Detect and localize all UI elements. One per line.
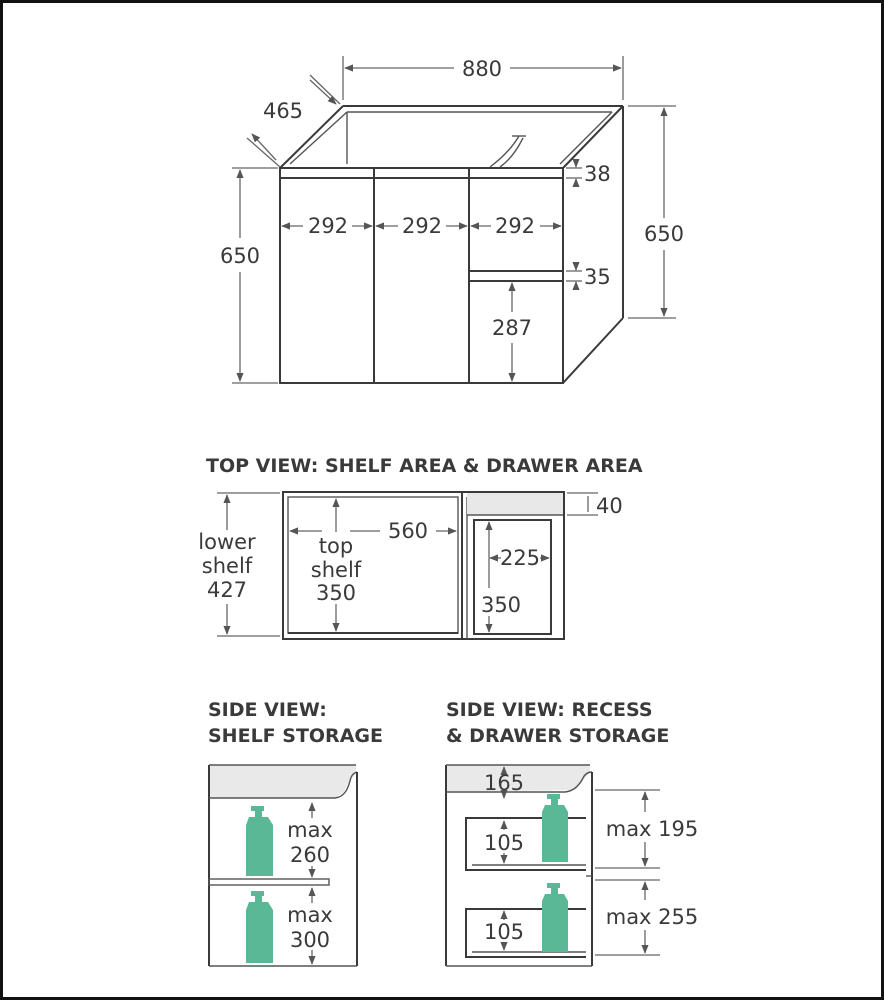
drawer1-height-label: 105 — [483, 831, 525, 855]
upper-max-label: max — [287, 818, 333, 842]
max-upper-label: max 195 — [605, 817, 699, 841]
dim-shelf-width — [290, 519, 456, 543]
dim-lower-shelf — [198, 493, 280, 636]
dim-width — [343, 56, 623, 100]
side-shelf-outline — [209, 765, 357, 966]
lower-max-value: 300 — [289, 928, 331, 952]
width-label: 880 — [461, 57, 503, 81]
max-lower-label: max 255 — [605, 905, 699, 929]
door-3-width-label: 292 — [494, 214, 536, 238]
lower-shelf-line1: lower — [198, 530, 256, 554]
lower-max-label: max — [287, 903, 333, 927]
drawer2-height-label: 105 — [483, 920, 525, 944]
dim-max-lower — [595, 880, 698, 955]
top-view — [198, 455, 643, 639]
lower-shelf-line2: shelf — [201, 554, 253, 578]
cabinet-outline — [280, 106, 623, 383]
height-left-label: 650 — [219, 244, 261, 268]
drawer-height-label: 287 — [491, 316, 533, 340]
door-1-width-label: 292 — [307, 214, 349, 238]
door-2-width-label: 292 — [401, 214, 443, 238]
side-view-drawer — [446, 699, 698, 966]
dim-height-right — [628, 106, 684, 318]
top-shelf-line2: shelf — [310, 558, 362, 582]
top-shelf-value: 350 — [315, 581, 357, 605]
upper-max-value: 260 — [289, 843, 331, 867]
dim-drawer-height — [492, 283, 532, 381]
shelf-width-label: 560 — [387, 519, 429, 543]
dim-max-upper — [595, 790, 698, 868]
dim-height-left — [220, 168, 278, 383]
dim-drawer-1 — [484, 821, 524, 863]
side-drawer-title-line1: SIDE VIEW: RECESS — [446, 699, 653, 721]
side-shelf-title-line2: SHELF STORAGE — [208, 725, 383, 747]
perspective-view — [220, 56, 684, 383]
bottle-lower — [246, 891, 273, 963]
dim-door-widths — [282, 214, 561, 238]
dim-lower-max — [287, 888, 333, 964]
dim-drawer-depth — [481, 522, 521, 632]
lower-shelf-value: 427 — [206, 578, 248, 602]
dim-depth — [247, 75, 340, 167]
dim-drawer-rail — [566, 263, 611, 290]
side-view-shelf — [208, 699, 383, 966]
depth-label: 465 — [262, 99, 304, 123]
height-right-label: 650 — [643, 222, 685, 246]
side-shelf-title-line1: SIDE VIEW: — [208, 699, 327, 721]
dim-rear-gap — [567, 493, 623, 518]
top-shelf-line1: top — [318, 534, 354, 558]
dim-recess — [484, 767, 524, 798]
dim-drawer-width — [490, 546, 549, 570]
bottle-drawer-2 — [542, 883, 568, 952]
dim-upper-max — [287, 803, 333, 877]
recess-height-label: 165 — [483, 771, 525, 795]
drawer-rail-label: 35 — [584, 265, 611, 289]
drawer-depth-label: 350 — [480, 593, 522, 617]
rear-gap-label: 40 — [596, 494, 623, 518]
bottle-upper — [246, 806, 273, 876]
top-rail-label: 38 — [584, 162, 611, 186]
dim-drawer-2 — [484, 911, 524, 950]
top-view-title: TOP VIEW: SHELF AREA & DRAWER AREA — [206, 455, 643, 477]
side-drawer-title-line2: & DRAWER STORAGE — [446, 725, 670, 747]
dim-top-rail — [566, 160, 611, 187]
dim-top-shelf — [311, 499, 362, 631]
bottle-drawer-1 — [542, 794, 568, 862]
drawer-width-label: 225 — [499, 546, 541, 570]
vanity-dimensions-drawing — [3, 3, 881, 997]
